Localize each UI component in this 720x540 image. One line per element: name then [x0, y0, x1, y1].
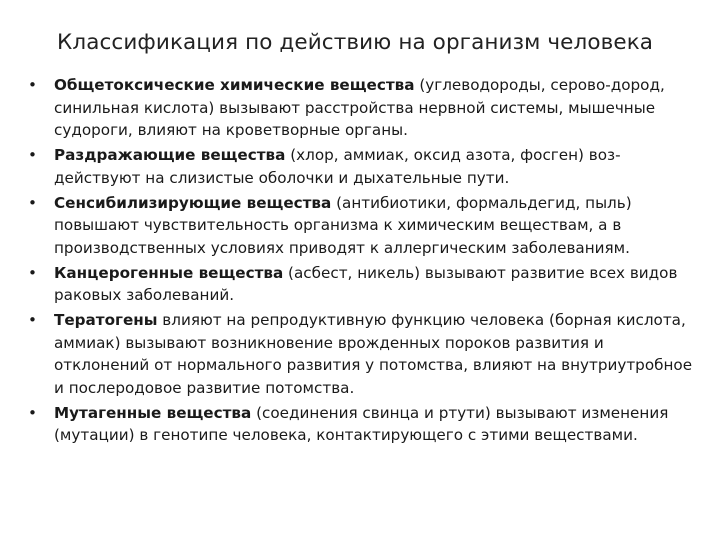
- bullet-dot-icon: •: [28, 76, 37, 94]
- slide-title: Классификация по действию на организм человека: [57, 30, 654, 55]
- bullet-item-general-toxic: [28, 74, 700, 142]
- bullet-dot-icon: •: [28, 146, 37, 164]
- bullet-term: Мутагенные вещества: [54, 403, 252, 422]
- bullet-text: (соединения свинца и ртути) вызывают изменения (мутации) в генотипе человека, контактирующего с этими веществами.: [54, 403, 669, 444]
- bullet-dot-icon: •: [28, 403, 37, 422]
- bullet-text: (асбест, никель) вызывают развитие всех видов раковых заболеваний.: [54, 263, 678, 304]
- bullet-item-sensitizing: [28, 192, 700, 260]
- bullet-term: Общетоксические химические вещества: [54, 76, 415, 94]
- bullet-item-mutagenic: [28, 402, 700, 447]
- bullet-list: [28, 74, 700, 449]
- bullet-item-teratogens: [28, 309, 700, 399]
- bullet-dot-icon: •: [28, 193, 37, 212]
- bullet-term: Раздражающие вещества: [54, 146, 286, 164]
- bullet-dot-icon: •: [28, 263, 37, 282]
- bullet-text: (углеводороды, серово-дород, синильная кислота) вызывают расстройства нервной системы, мышечные судороги, влияют на кроветворные органы.: [54, 76, 665, 139]
- bullet-item-carcinogenic: [28, 262, 700, 307]
- bullet-text: влияют на репродуктивную функцию человека (борная кислота, аммиак) вызывают возникновение врожденных пороков развития и отклонений от нормального развития у потомства, влияют на внутриутробное и послеродовое развитие потомства.: [54, 311, 693, 397]
- bullet-term: Тератогены: [54, 311, 158, 329]
- bullet-term: Канцерогенные вещества: [54, 263, 284, 282]
- bullet-dot-icon: •: [28, 311, 37, 329]
- bullet-item-irritating: [28, 144, 700, 189]
- bullet-text: (хлор, аммиак, оксид азота, фосген) воз-действуют на слизистые оболочки и дыхательные пути.: [54, 146, 621, 187]
- bullet-term: Сенсибилизирующие вещества: [54, 193, 332, 212]
- bullet-text: (антибиотики, формальдегид, пыль) повышают чувствительность организма к химическим веществам, а в производственных условиях приводят к аллергическим заболеваниям.: [54, 193, 632, 257]
